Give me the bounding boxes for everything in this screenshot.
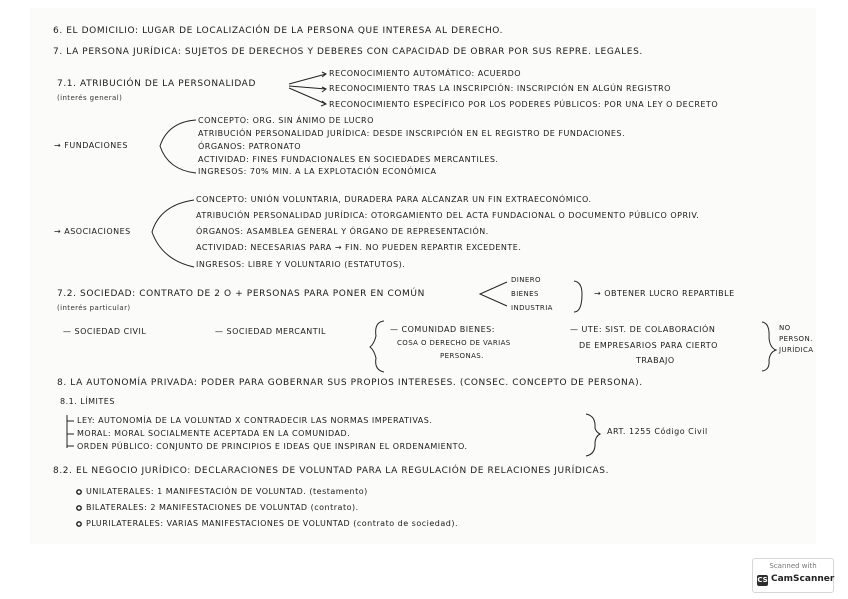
fundaciones-item: ACTIVIDAD: FINES FUNDACIONALES EN SOCIEDADES MERCANTILES.	[198, 155, 499, 164]
fundaciones-label: → FUNDACIONES	[54, 141, 128, 150]
limite-item: MORAL: MORAL SOCIALMENTE ACEPTADA EN LA COMUNIDAD.	[77, 429, 351, 438]
camscanner-logo-icon: CS	[757, 576, 768, 584]
atribucion-item: RECONOCIMIENTO TRAS LA INSCRIPCIÓN: INSCRIPCIÓN EN ALGÚN REGISTRO	[329, 84, 671, 93]
atribucion-item: RECONOCIMIENTO AUTOMÁTICO: ACUERDO	[329, 69, 522, 78]
ute: — UTE: SIST. DE COLABORACIÓN	[570, 325, 716, 334]
negocio-tipo: UNILATERALES: 1 MANIFESTACIÓN DE VOLUNTAD. (testamento)	[86, 487, 368, 496]
asociaciones-item: ACTIVIDAD: NECESARIAS PARA → FIN. NO PUEDEN REPARTIR EXCEDENTE.	[196, 243, 522, 252]
sociedad-aporte: DINERO	[511, 276, 541, 284]
atribucion-item: RECONOCIMIENTO ESPECÍFICO POR LOS PODERES PÚBLICOS: POR UNA LEY O DECRETO	[329, 100, 719, 109]
sociedad-mercantil: — SOCIEDAD MERCANTIL	[215, 327, 326, 336]
atribucion-heading: 7.1. ATRIBUCIÓN DE LA PERSONALIDAD	[57, 79, 256, 89]
sociedad-objetivo: → OBTENER LUCRO REPARTIBLE	[594, 289, 735, 298]
ute-desc: DE EMPRESARIOS PARA CIERTO	[579, 341, 718, 350]
persona-juridica-line: 7. LA PERSONA JURÍDICA: SUJETOS DE DERECHOS Y DEBERES CON CAPACIDAD DE OBRAR POR SUS REPRE. LEGALES.	[53, 47, 643, 57]
no-personalidad: PERSON.	[779, 335, 813, 343]
sociedad-sub: (interés particular)	[57, 304, 131, 312]
comunidad-bienes: — COMUNIDAD BIENES:	[390, 325, 495, 334]
negocio-juridico-heading: 8.2. EL NEGOCIO JURÍDICO: DECLARACIONES DE VOLUNTAD PARA LA REGULACIÓN DE RELACIONES JURÍDICAS.	[53, 466, 610, 476]
atribucion-sub: (interés general)	[57, 94, 123, 102]
sociedad-heading: 7.2. SOCIEDAD: CONTRATO DE 2 O + PERSONAS PARA PONER EN COMÚN	[57, 289, 425, 299]
no-personalidad: JURÍDICA	[779, 346, 814, 354]
asociaciones-item: ÓRGANOS: ASAMBLEA GENERAL Y ÓRGANO DE REPRESENTACIÓN.	[196, 227, 489, 236]
comunidad-bienes-desc: PERSONAS.	[440, 352, 484, 360]
camscanner-watermark	[752, 558, 834, 593]
ute-desc: TRABAJO	[636, 356, 675, 365]
comunidad-bienes-desc: COSA O DERECHO DE VARIAS	[397, 339, 511, 347]
asociaciones-label: → ASOCIACIONES	[54, 227, 131, 236]
fundaciones-item: CONCEPTO: ORG. SIN ÁNIMO DE LUCRO	[198, 116, 374, 125]
autonomia-line: 8. LA AUTONOMÍA PRIVADA: PODER PARA GOBERNAR SUS PROPIOS INTERESES. (CONSEC. CONCEPTO DE PERSONA).	[57, 378, 643, 388]
no-personalidad: NO	[779, 324, 791, 332]
limites-heading: 8.1. LÍMITES	[60, 397, 115, 406]
domicilio-line: 6. EL DOMICILIO: LUGAR DE LOCALIZACIÓN DE LA PERSONA QUE INTERESA AL DERECHO.	[53, 26, 504, 36]
limite-item: ORDEN PÚBLICO: CONJUNTO DE PRINCIPIOS E IDEAS QUE INSPIRAN EL ORDENAMIENTO.	[77, 442, 468, 451]
asociaciones-item: INGRESOS: LIBRE Y VOLUNTARIO (ESTATUTOS).	[196, 260, 406, 269]
watermark-caption: Scanned with	[769, 562, 817, 570]
sociedad-civil: — SOCIEDAD CIVIL	[63, 327, 147, 336]
asociaciones-item: ATRIBUCIÓN PERSONALIDAD JURÍDICA: OTORGAMIENTO DEL ACTA FUNDACIONAL O DOCUMENTO PÚBLICO OPRIV.	[196, 211, 700, 220]
fundaciones-item: INGRESOS: 70% MIN. A LA EXPLOTACIÓN ECONÓMICA	[198, 167, 437, 176]
fundaciones-item: ATRIBUCIÓN PERSONALIDAD JURÍDICA: DESDE INSCRIPCIÓN EN EL REGISTRO DE FUNDACIONES.	[198, 129, 626, 138]
limite-item: LEY: AUTONOMÍA DE LA VOLUNTAD X CONTRADECIR LAS NORMAS IMPERATIVAS.	[77, 416, 433, 425]
asociaciones-item: CONCEPTO: UNIÓN VOLUNTARIA, DURADERA PARA ALCANZAR UN FIN EXTRAECONÓMICO.	[196, 195, 592, 204]
sociedad-aporte: BIENES	[511, 290, 539, 298]
articulo-ref: ART. 1255 Código Civil	[607, 427, 708, 436]
negocio-tipo: PLURILATERALES: VARIAS MANIFESTACIONES DE VOLUNTAD (contrato de sociedad).	[86, 519, 459, 528]
fundaciones-item: ÓRGANOS: PATRONATO	[198, 142, 302, 151]
sociedad-aporte: INDUSTRIA	[511, 304, 553, 312]
watermark-brand: CamScanner	[771, 574, 835, 584]
negocio-tipo: BILATERALES: 2 MANIFESTACIONES DE VOLUNTAD (contrato).	[86, 503, 359, 512]
